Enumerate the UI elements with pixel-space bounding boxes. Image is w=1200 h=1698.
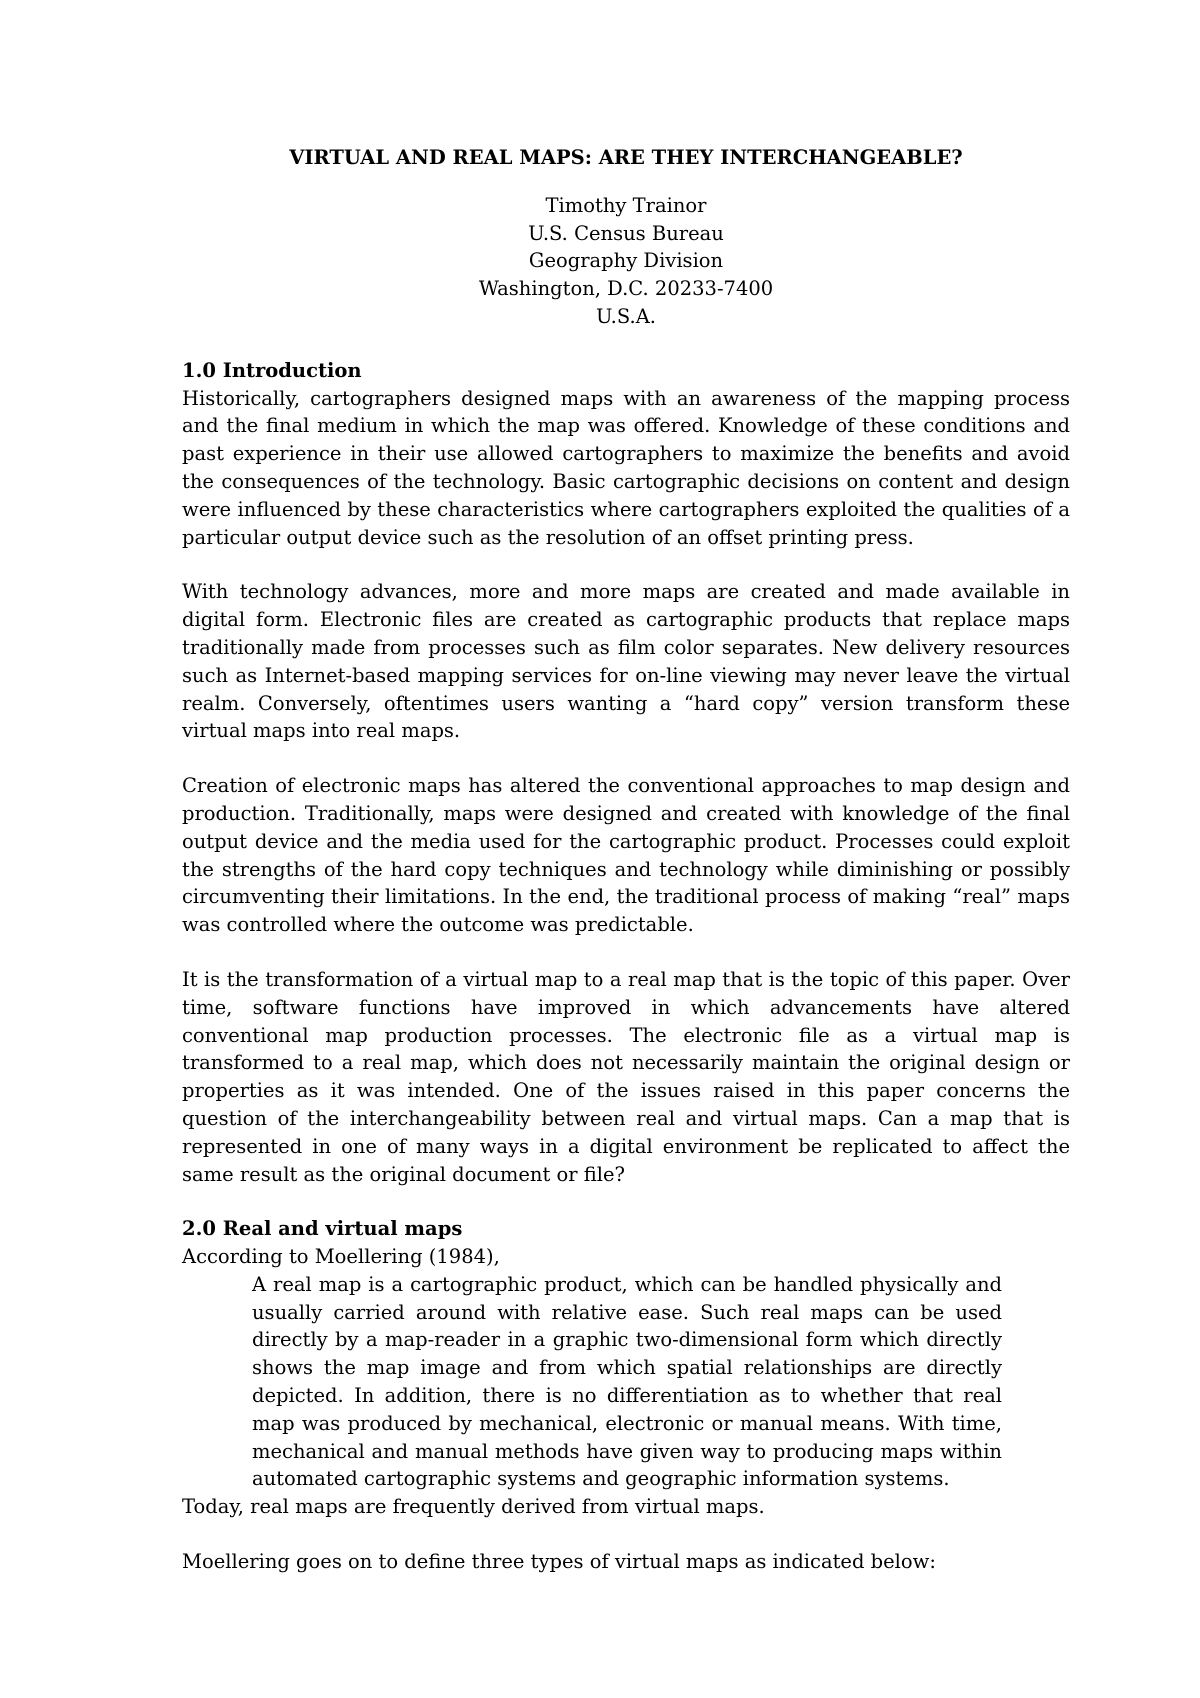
author-division: Geography Division (528, 249, 724, 273)
paper-title: VIRTUAL AND REAL MAPS: ARE THEY INTERCHANGEABLE? (289, 146, 963, 169)
author-organization: U.S. Census Bureau (528, 221, 724, 245)
author-block (182, 192, 1070, 331)
author-country: U.S.A. (596, 304, 656, 328)
section-heading: 1.0 Introduction (182, 358, 362, 382)
paragraph: With technology advances, more and more maps are created and made available in digital form. Electronic files are created as cartographic products that replace maps traditionally made from processes such as film color separates. New delivery resources such as Internet-based mapping services for on-line viewing may never leave the virtual realm. Conversely, oftentimes users wanting a “hard copy” version transform these virtual maps into real maps. (182, 580, 1070, 743)
section-introduction (182, 357, 1070, 1189)
author-name: Timothy Trainor (545, 193, 707, 217)
document-page (182, 144, 1070, 1603)
section-real-and-virtual-maps (182, 1215, 1070, 1576)
paragraph: Today, real maps are frequently derived from virtual maps. (182, 1495, 765, 1519)
section-heading: 2.0 Real and virtual maps (182, 1217, 463, 1241)
paragraph: Moellering goes on to define three types of virtual maps as indicated below: (182, 1550, 936, 1574)
paragraph: Creation of electronic maps has altered the conventional approaches to map design and production. Traditionally, maps were designed and created with knowledge of the final output device and the media used for the cartographic product. Processes could exploit the strengths of the hard copy techniques and technology while diminishing or possibly circumventing their limitations. In the end, the traditional process of making “real” maps was controlled where the outcome was predictable. (182, 774, 1070, 937)
block-quote: A real map is a cartographic product, which can be handled physically and usually carried around with relative ease. Such real maps can be used directly by a map-reader in a graphic two-dimensional form which directly shows the map image and from which spatial relationships are directly depicted. In addition, there is no differentiation as to whether that real map was produced by mechanical, electronic or manual means. With time, mechanical and manual methods have given way to producing maps within automated cartographic systems and geographic information systems. (252, 1272, 1002, 1491)
author-city: Washington, D.C. 20233-7400 (478, 277, 774, 301)
paragraph: It is the transformation of a virtual map to a real map that is the topic of this paper. Over time, software functions have improved in which advancements have altered conventional map production processes. The electronic file as a virtual map is transformed to a real map, which does not necessarily maintain the original design or properties as it was intended. One of the issues raised in this paper concerns the question of the interchangeability between real and virtual maps. Can a map that is represented in one of many ways in a digital environment be replicated to affect the same result as the original document or file? (182, 967, 1070, 1186)
quote-lead: According to Moellering (1984), (182, 1245, 500, 1269)
paragraph: Historically, cartographers designed maps with an awareness of the mapping process and the final medium in which the map was offered. Knowledge of these conditions and past experience in their use allowed cartographers to maximize the benefits and avoid the consequences of the technology. Basic cartographic decisions on content and design were influenced by these characteristics where cartographers exploited the qualities of a particular output device such as the resolution of an offset printing press. (182, 386, 1070, 549)
